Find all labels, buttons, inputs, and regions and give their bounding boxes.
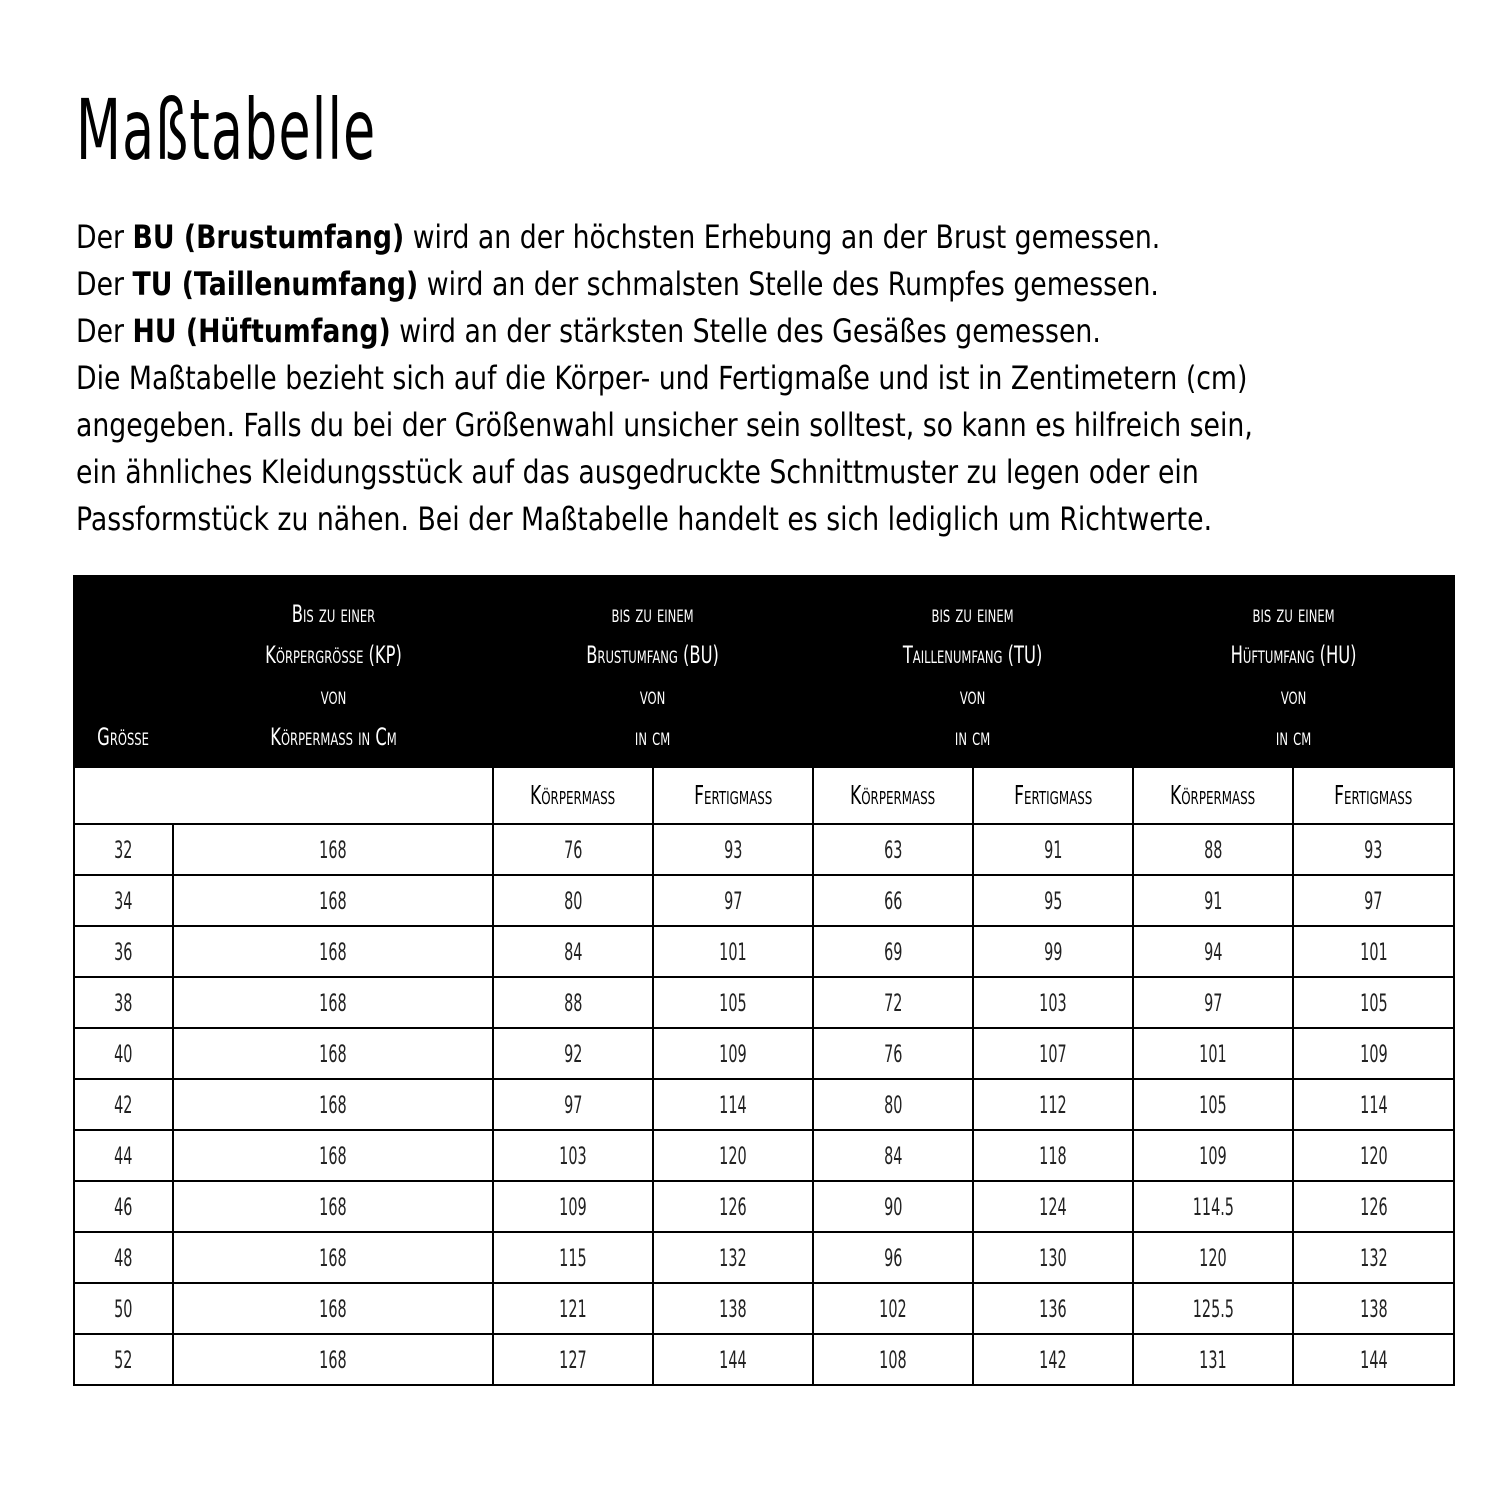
table-cell <box>1293 1283 1454 1334</box>
table-cell <box>653 875 813 926</box>
table-cell-value: 109 <box>719 1039 747 1068</box>
table-cell <box>653 1334 813 1385</box>
table-header-row <box>74 576 1454 767</box>
table-cell <box>173 1334 493 1385</box>
table-row <box>74 875 1454 926</box>
table-cell <box>493 977 653 1028</box>
table-cell-value: 107 <box>1039 1039 1067 1068</box>
table-row <box>74 824 1454 875</box>
header-size: Größe <box>74 576 173 767</box>
intro-line: angegeben. Falls du bei der Größenwahl unsicher sein solltest, so kann es hilfreich sein, <box>76 406 1253 444</box>
table-cell-value: 168 <box>319 1039 347 1068</box>
table-cell-value: 63 <box>883 835 903 864</box>
table-cell-value: 138 <box>719 1294 747 1323</box>
table-cell <box>74 1334 173 1385</box>
subheader-hu-koerper: Körpermaß <box>1133 767 1293 824</box>
table-cell-value: 76 <box>883 1039 903 1068</box>
table-cell-value: 105 <box>1359 988 1388 1017</box>
table-cell <box>1133 1283 1293 1334</box>
table-cell-value: 168 <box>319 886 347 915</box>
table-cell <box>813 977 973 1028</box>
table-cell-value: 101 <box>1359 937 1388 966</box>
subheader-tu-fertig: Fertigmaß <box>973 767 1133 824</box>
table-cell <box>74 1283 173 1334</box>
table-cell-value: 168 <box>319 1243 347 1272</box>
table-cell <box>493 875 653 926</box>
intro-text <box>76 214 1476 543</box>
table-cell <box>813 1181 973 1232</box>
table-cell <box>973 1232 1133 1283</box>
table-cell-value: 36 <box>114 937 133 966</box>
table-cell <box>74 824 173 875</box>
table-cell-value: 46 <box>114 1192 133 1221</box>
table-cell <box>1293 1028 1454 1079</box>
subheader-tu-koerper: Körpermaß <box>813 767 973 824</box>
table-cell <box>1133 1232 1293 1283</box>
table-cell-value: 80 <box>563 886 583 915</box>
intro-line: ein ähnliches Kleidungsstück auf das ausgedruckte Schnittmuster zu legen oder ein <box>76 453 1199 491</box>
table-cell <box>973 1334 1133 1385</box>
table-cell-value: 120 <box>1359 1141 1388 1170</box>
table-cell-value: 144 <box>1359 1345 1388 1374</box>
table-cell <box>653 926 813 977</box>
table-cell-value: 126 <box>1359 1192 1388 1221</box>
table-cell <box>173 1079 493 1130</box>
table-cell <box>1133 1130 1293 1181</box>
table-cell <box>1293 1334 1454 1385</box>
table-cell <box>653 824 813 875</box>
size-table <box>73 575 1455 1386</box>
table-cell-value: 80 <box>883 1090 903 1119</box>
table-cell-value: 34 <box>114 886 133 915</box>
table-cell <box>1133 926 1293 977</box>
table-cell-value: 114.5 <box>1192 1192 1234 1221</box>
table-cell <box>973 1181 1133 1232</box>
table-cell-value: 132 <box>719 1243 747 1272</box>
table-cell-value: 88 <box>1203 835 1223 864</box>
table-cell-value: 103 <box>1039 988 1067 1017</box>
table-row <box>74 1283 1454 1334</box>
table-cell <box>493 1079 653 1130</box>
table-cell <box>973 1130 1133 1181</box>
table-row <box>74 1130 1454 1181</box>
table-cell <box>74 1232 173 1283</box>
table-cell-value: 91 <box>1043 835 1063 864</box>
table-cell <box>173 875 493 926</box>
table-cell <box>1293 1232 1454 1283</box>
table-cell <box>173 1232 493 1283</box>
table-cell <box>1293 1181 1454 1232</box>
table-cell-value: 109 <box>1199 1141 1227 1170</box>
table-cell <box>1293 926 1454 977</box>
table-row <box>74 977 1454 1028</box>
table-cell-value: 97 <box>723 886 743 915</box>
table-cell-value: 138 <box>1359 1294 1388 1323</box>
table-cell-value: 114 <box>1359 1090 1388 1119</box>
subheader-hu-fertig: Fertigmaß <box>1293 767 1454 824</box>
table-cell-value: 97 <box>563 1090 583 1119</box>
table-cell-value: 44 <box>114 1141 133 1170</box>
table-cell-value: 66 <box>883 886 903 915</box>
table-cell <box>1293 1130 1454 1181</box>
table-cell <box>973 875 1133 926</box>
table-cell <box>813 1334 973 1385</box>
header-bu: bis zu einem Brustumfang (BU) von in cm <box>493 576 813 767</box>
table-cell-value: 168 <box>319 988 347 1017</box>
intro-line: Der BU (Brustumfang) wird an der höchsten Erhebung an der Brust gemessen. <box>76 218 1161 256</box>
table-cell <box>1133 1181 1293 1232</box>
table-cell-value: 90 <box>883 1192 903 1221</box>
table-cell-value: 108 <box>879 1345 907 1374</box>
table-row <box>74 926 1454 977</box>
table-cell <box>653 977 813 1028</box>
table-cell-value: 109 <box>1359 1039 1388 1068</box>
table-cell-value: 95 <box>1043 886 1063 915</box>
table-cell <box>653 1283 813 1334</box>
table-cell-value: 88 <box>563 988 583 1017</box>
table-cell <box>1133 1079 1293 1130</box>
table-body <box>74 824 1454 1385</box>
table-cell-value: 76 <box>563 835 583 864</box>
subheader-bu-fertig: Fertigmaß <box>653 767 813 824</box>
table-cell-value: 118 <box>1039 1141 1067 1170</box>
table-cell <box>813 1283 973 1334</box>
table-cell <box>74 977 173 1028</box>
table-row <box>74 1334 1454 1385</box>
table-row <box>74 1181 1454 1232</box>
header-kp: Bis zu einer Körpergröße (KP) von Körpermaß in Cm <box>173 576 493 767</box>
table-cell-value: 96 <box>883 1243 903 1272</box>
table-cell-value: 91 <box>1203 886 1223 915</box>
table-cell-value: 126 <box>719 1192 747 1221</box>
table-cell-value: 168 <box>319 937 347 966</box>
table-cell <box>653 1232 813 1283</box>
table-cell <box>1133 824 1293 875</box>
table-cell <box>973 1028 1133 1079</box>
table-cell-value: 103 <box>559 1141 587 1170</box>
table-cell <box>74 1181 173 1232</box>
table-cell-value: 97 <box>1364 886 1383 915</box>
table-cell-value: 42 <box>114 1090 133 1119</box>
table-cell-value: 130 <box>1039 1243 1067 1272</box>
table-cell <box>813 1130 973 1181</box>
table-cell <box>493 1334 653 1385</box>
table-cell <box>493 1232 653 1283</box>
table-cell <box>493 824 653 875</box>
table-cell-value: 84 <box>883 1141 903 1170</box>
table-row <box>74 1232 1454 1283</box>
table-cell-value: 120 <box>1199 1243 1227 1272</box>
table-cell-value: 50 <box>114 1294 133 1323</box>
table-cell-value: 168 <box>319 1090 347 1119</box>
table-cell <box>813 1028 973 1079</box>
table-row <box>74 1079 1454 1130</box>
table-cell <box>1293 977 1454 1028</box>
table-row <box>74 1028 1454 1079</box>
table-cell <box>1293 824 1454 875</box>
table-cell-value: 121 <box>559 1294 587 1323</box>
table-cell <box>653 1181 813 1232</box>
table-cell-value: 142 <box>1039 1345 1067 1374</box>
table-cell <box>493 1283 653 1334</box>
table-cell-value: 168 <box>319 1141 347 1170</box>
table-cell-value: 101 <box>1199 1039 1227 1068</box>
header-hu: bis zu einem Hüftumfang (HU) von in cm <box>1133 576 1454 767</box>
table-cell-value: 105 <box>719 988 747 1017</box>
table-cell <box>1293 875 1454 926</box>
table-cell-value: 48 <box>114 1243 133 1272</box>
table-cell <box>173 1283 493 1334</box>
table-cell <box>493 926 653 977</box>
table-cell <box>1133 875 1293 926</box>
table-cell-value: 144 <box>719 1345 747 1374</box>
intro-line: Passformstück zu nähen. Bei der Maßtabelle handelt es sich lediglich um Richtwerte. <box>76 500 1213 538</box>
table-cell-value: 38 <box>114 988 133 1017</box>
table-cell-value: 101 <box>719 937 747 966</box>
intro-line: Die Maßtabelle bezieht sich auf die Körper- und Fertigmaße und ist in Zentimetern (cm) <box>76 359 1248 397</box>
table-cell <box>173 824 493 875</box>
table-cell-value: 69 <box>883 937 903 966</box>
table-cell <box>653 1079 813 1130</box>
table-cell <box>173 1130 493 1181</box>
table-cell <box>973 824 1133 875</box>
table-cell-value: 120 <box>719 1141 747 1170</box>
table-cell-value: 93 <box>1364 835 1383 864</box>
table-cell <box>74 926 173 977</box>
table-cell-value: 112 <box>1039 1090 1067 1119</box>
table-cell <box>1133 1028 1293 1079</box>
table-cell-value: 136 <box>1039 1294 1067 1323</box>
table-cell <box>973 926 1133 977</box>
table-cell-value: 168 <box>319 1192 347 1221</box>
subheader-empty <box>74 767 493 824</box>
table-cell <box>973 1079 1133 1130</box>
subheader-bu-koerper: Körpermaß <box>493 767 653 824</box>
table-cell <box>973 1283 1133 1334</box>
table-cell-value: 52 <box>114 1345 133 1374</box>
table-cell <box>74 1130 173 1181</box>
table-cell <box>493 1181 653 1232</box>
table-cell <box>74 1028 173 1079</box>
table-cell <box>813 1079 973 1130</box>
table-cell <box>1133 1334 1293 1385</box>
table-cell <box>493 1028 653 1079</box>
table-cell <box>173 977 493 1028</box>
table-cell-value: 105 <box>1199 1090 1227 1119</box>
page-title: Maßtabelle <box>76 81 377 179</box>
table-subheader-row <box>74 767 1454 824</box>
table-cell <box>74 875 173 926</box>
table-cell <box>653 1028 813 1079</box>
table-cell <box>173 1181 493 1232</box>
table-cell <box>493 1130 653 1181</box>
table-cell <box>1293 1079 1454 1130</box>
table-cell-value: 94 <box>1203 937 1223 966</box>
table-cell-value: 114 <box>719 1090 747 1119</box>
table-cell <box>173 926 493 977</box>
table-cell-value: 132 <box>1359 1243 1388 1272</box>
intro-line: Der TU (Taillenumfang) wird an der schmalsten Stelle des Rumpfes gemessen. <box>76 265 1159 303</box>
table-cell-value: 92 <box>563 1039 583 1068</box>
table-cell-value: 97 <box>1203 988 1223 1017</box>
table-cell-value: 40 <box>114 1039 133 1068</box>
table-cell-value: 127 <box>559 1345 587 1374</box>
table-cell <box>973 977 1133 1028</box>
table-cell-value: 125.5 <box>1192 1294 1234 1323</box>
table-cell-value: 168 <box>319 1345 347 1374</box>
intro-line: Der HU (Hüftumfang) wird an der stärksten Stelle des Gesäßes gemessen. <box>76 312 1101 350</box>
table-cell-value: 102 <box>879 1294 907 1323</box>
table-cell <box>1133 977 1293 1028</box>
table-cell-value: 109 <box>559 1192 587 1221</box>
table-cell-value: 168 <box>319 835 347 864</box>
table-cell-value: 72 <box>883 988 903 1017</box>
table-cell-value: 124 <box>1039 1192 1067 1221</box>
table-cell-value: 99 <box>1043 937 1063 966</box>
table-cell-value: 32 <box>114 835 133 864</box>
table-cell-value: 131 <box>1199 1345 1227 1374</box>
table-cell-value: 115 <box>559 1243 587 1272</box>
table-cell-value: 168 <box>319 1294 347 1323</box>
table-cell <box>173 1028 493 1079</box>
header-tu: bis zu einem Taillenumfang (TU) von in cm <box>813 576 1133 767</box>
table-cell <box>813 1232 973 1283</box>
table-cell <box>74 1079 173 1130</box>
table-cell <box>813 875 973 926</box>
table-cell <box>813 926 973 977</box>
table-cell <box>813 824 973 875</box>
table-cell <box>653 1130 813 1181</box>
table-cell-value: 84 <box>563 937 583 966</box>
table-cell-value: 93 <box>723 835 743 864</box>
